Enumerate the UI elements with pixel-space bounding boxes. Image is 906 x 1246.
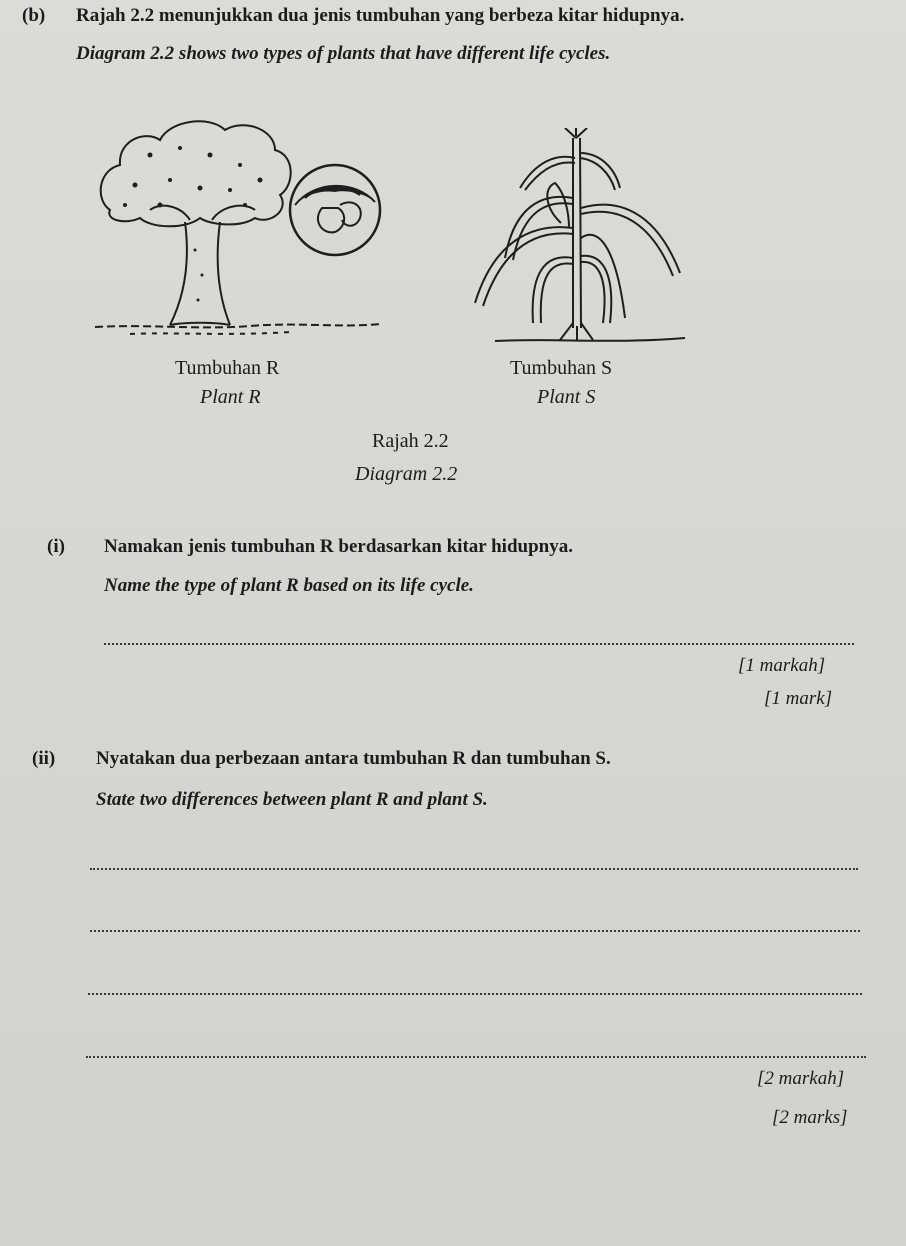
question-number: (b) [22, 5, 46, 26]
part-i-marks-english: [1 mark] [764, 688, 833, 709]
part-ii-answer-line-4[interactable] [86, 1056, 866, 1058]
tree-illustration [90, 110, 390, 345]
figure-caption-english: Diagram 2.2 [355, 463, 458, 485]
part-ii-marks-malay: [2 markah] [757, 1068, 845, 1089]
part-ii-number: (ii) [32, 748, 56, 769]
part-ii-marks-english: [2 marks] [772, 1107, 848, 1128]
part-ii-answer-line-3[interactable] [88, 993, 862, 995]
part-i-marks-malay: [1 markah] [738, 655, 826, 676]
part-i-question-malay: Namakan jenis tumbuhan R berdasarkan kitar hidupnya. [104, 536, 573, 557]
figure-caption-malay: Rajah 2.2 [372, 430, 449, 452]
part-ii-question-malay: Nyatakan dua perbezaan antara tumbuhan R dan tumbuhan S. [96, 748, 611, 769]
question-intro-malay: Rajah 2.2 menunjukkan dua jenis tumbuhan yang berbeza kitar hidupnya. [76, 5, 685, 26]
plant-s-label-english: Plant S [537, 386, 596, 408]
part-i-answer-line[interactable] [104, 643, 854, 645]
part-i-question-english: Name the type of plant R based on its life cycle. [104, 575, 474, 596]
part-i-number: (i) [47, 536, 65, 557]
plant-r-label-malay: Tumbuhan R [175, 357, 280, 379]
part-ii-question-english: State two differences between plant R and plant S. [96, 789, 488, 810]
part-ii-answer-line-2[interactable] [90, 930, 860, 932]
plant-r-label-english: Plant R [200, 386, 261, 408]
maize-plant-illustration [465, 128, 695, 353]
part-ii-answer-line-1[interactable] [90, 868, 858, 870]
plant-s-label-malay: Tumbuhan S [510, 357, 613, 379]
question-intro-english: Diagram 2.2 shows two types of plants that have different life cycles. [76, 43, 611, 64]
